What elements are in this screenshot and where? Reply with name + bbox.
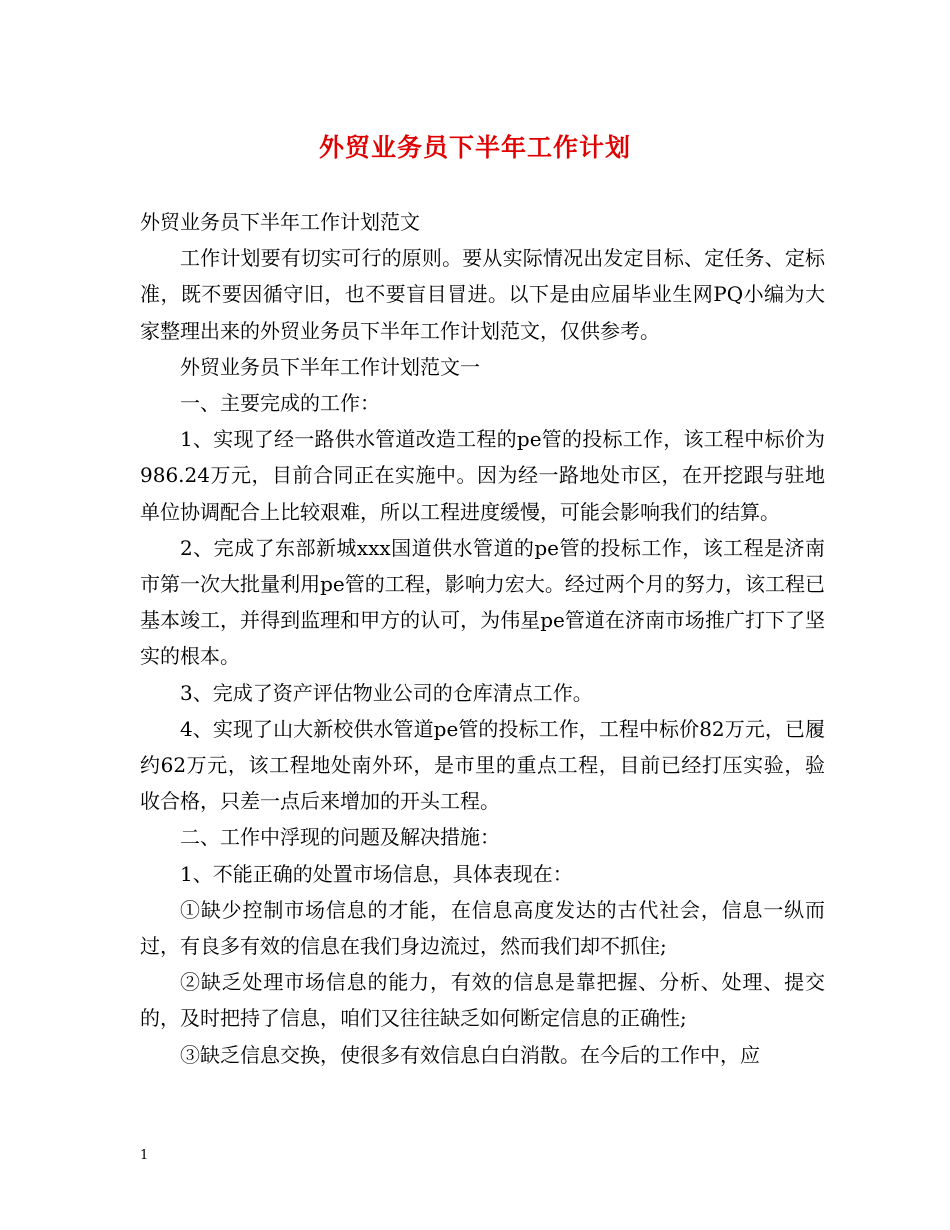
document-title: 外贸业务员下半年工作计划 xyxy=(318,133,631,162)
page-number: 1 xyxy=(140,1148,149,1163)
paragraph-sample-heading: 外贸业务员下半年工作计划范文一 xyxy=(180,354,480,379)
paragraph-section-two-heading: 二、工作中浮现的问题及解决措施： xyxy=(180,825,500,850)
paragraph-problem-1c: ③缺乏信息交换，使很多有效信息白白消散。在今后的工作中，应 xyxy=(180,1042,760,1067)
paragraph-item-4: 4、实现了山大新校供水管道pe管的投标工作，工程中标价82万元，已履约62万元，该工程地处南外环，是市里的重点工程，目前已经打压实验，验收合格，只差一点后来增加的开头工程。 xyxy=(140,716,825,814)
paragraph-problem-1b: ②缺乏处理市场信息的能力，有效的信息是靠把握、分析、处理、提交的，及时把持了信息，咱们又往往缺乏如何断定信息的正确性; xyxy=(140,970,825,1031)
paragraph-item-2: 2、完成了东部新城xxx国道供水管道的pe管的投标工作，该工程是济南市第一次大批量利用pe管的工程，影响力宏大。经过两个月的努力，该工程已基本竣工，并得到监理和甲方的认可，为伟星pe管道在济南市场推广打下了坚实的根本。 xyxy=(140,535,825,669)
paragraph-intro: 工作计划要有切实可行的原则。要从实际情况出发定目标、定任务、定标准，既不要因循守旧，也不要盲目冒进。以下是由应届毕业生网PQ小编为大家整理出来的外贸业务员下半年工作计划范文，仅供参考。 xyxy=(140,246,825,343)
paragraph-problem-1a: ①缺少控制市场信息的才能，在信息高度发达的古代社会，信息一纵而过，有良多有效的信息在我们身边流过，然而我们却不抓住; xyxy=(140,897,825,959)
paragraph-section-one-heading: 一、主要完成的工作： xyxy=(180,391,380,416)
paragraph-item-1: 1、实现了经一路供水管道改造工程的pe管的投标工作，该工程中标价为986.24万元，目前合同正在实施中。因为经一路地处市区，在开挖跟与驻地单位协调配合上比较艰难，所以工程进度缓慢，可能会影响我们的结算。 xyxy=(140,427,825,524)
document-body xyxy=(140,204,825,1073)
paragraph-item-3: 3、完成了资产评估物业公司的仓库清点工作。 xyxy=(180,680,593,705)
document-subtitle: 外贸业务员下半年工作计划范文 xyxy=(140,210,420,234)
paragraph-problem-1: 1、不能正确的处置市场信息，具体表现在： xyxy=(180,861,573,886)
